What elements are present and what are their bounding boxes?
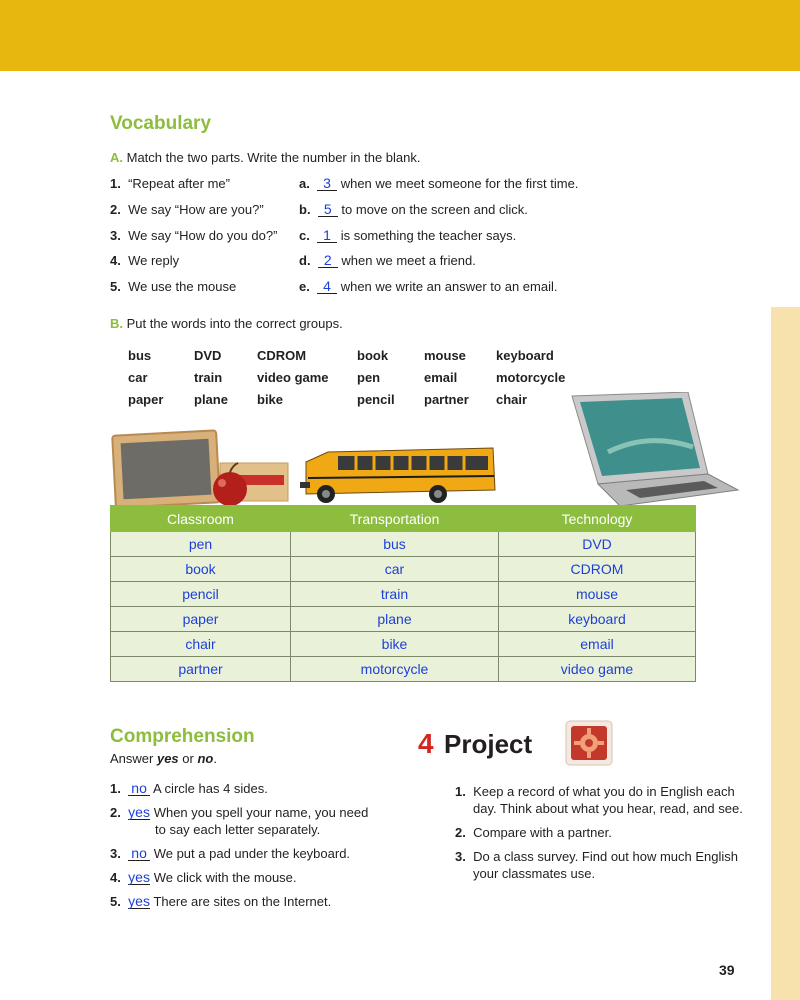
match-answer: b. 5 to move on the screen and click. bbox=[299, 201, 528, 217]
table-cell[interactable]: bike bbox=[291, 632, 499, 657]
table-cell[interactable]: motorcycle bbox=[291, 657, 499, 682]
table-cell[interactable]: bus bbox=[291, 532, 499, 557]
word: pen bbox=[357, 370, 381, 385]
table-row bbox=[111, 632, 696, 657]
table-cell[interactable]: video game bbox=[499, 657, 696, 682]
match-item: 5. We use the mouse bbox=[110, 279, 237, 294]
table-cell[interactable]: pencil bbox=[111, 582, 291, 607]
column-header: Transportation bbox=[291, 506, 499, 532]
table-row bbox=[111, 532, 696, 557]
table-cell[interactable]: car bbox=[291, 557, 499, 582]
word: car bbox=[128, 370, 148, 385]
part-b-instruction: B. Put the words into the correct groups. bbox=[110, 316, 343, 331]
part-b-letter: B. bbox=[110, 316, 123, 331]
column-header: Classroom bbox=[111, 506, 291, 532]
word: bike bbox=[257, 392, 284, 407]
table-cell[interactable]: email bbox=[499, 632, 696, 657]
list-item: 2. Compare with a partner. bbox=[455, 825, 612, 840]
word-groups-table bbox=[110, 505, 696, 682]
part-a-letter: A. bbox=[110, 150, 123, 165]
word: plane bbox=[194, 392, 228, 407]
part-a-instruction: A. Match the two parts. Write the number in the blank. bbox=[110, 150, 421, 165]
column-header: Technology bbox=[499, 506, 696, 532]
word: mouse bbox=[424, 348, 466, 363]
table-cell[interactable]: chair bbox=[111, 632, 291, 657]
word: motorcycle bbox=[496, 370, 566, 385]
match-item: 3. We say “How do you do?” bbox=[110, 228, 278, 243]
vocabulary-title: Vocabulary bbox=[110, 113, 212, 134]
table-row bbox=[111, 657, 696, 682]
word: CDROM bbox=[257, 348, 307, 363]
word: email bbox=[424, 370, 458, 385]
page-number: 39 bbox=[719, 962, 735, 978]
list-item: 5. yes There are sites on the Internet. bbox=[110, 893, 332, 909]
school-bus-illustration bbox=[298, 438, 498, 506]
list-item-continued: day. Think about what you hear, read, and see. bbox=[473, 801, 743, 816]
gear-icon bbox=[565, 720, 613, 766]
list-item: 3. Do a class survey. Find out how much English bbox=[455, 849, 739, 864]
word: bus bbox=[128, 348, 152, 363]
project-title: Project bbox=[444, 729, 533, 759]
table-row bbox=[111, 607, 696, 632]
answer-blank[interactable]: 3 bbox=[317, 177, 337, 191]
table-row bbox=[111, 582, 696, 607]
word: paper bbox=[128, 392, 164, 407]
match-item: 1. “Repeat after me” bbox=[110, 176, 230, 191]
word: partner bbox=[424, 392, 469, 407]
answer-blank[interactable]: no bbox=[128, 847, 150, 861]
word: train bbox=[194, 370, 223, 385]
table-cell[interactable]: keyboard bbox=[499, 607, 696, 632]
answer-blank[interactable]: 2 bbox=[318, 254, 338, 268]
match-answer: e. 4 when we write an answer to an email. bbox=[299, 278, 558, 294]
match-answer: a. 3 when we meet someone for the first time. bbox=[299, 175, 579, 191]
list-item: 1. Keep a record of what you do in English each bbox=[455, 784, 735, 799]
table-cell[interactable]: book bbox=[111, 557, 291, 582]
comprehension-title: Comprehension bbox=[110, 726, 255, 747]
match-answer: c. 1 is something the teacher says. bbox=[299, 227, 517, 243]
table-cell[interactable]: paper bbox=[111, 607, 291, 632]
match-item: 2. We say “How are you?” bbox=[110, 202, 264, 217]
project-heading bbox=[418, 728, 532, 760]
word: keyboard bbox=[496, 348, 554, 363]
answer-blank[interactable]: yes bbox=[128, 869, 150, 885]
table-cell[interactable]: plane bbox=[291, 607, 499, 632]
chalkboard-apple-illustration bbox=[110, 425, 290, 507]
match-item: 4. We reply bbox=[110, 253, 180, 268]
header-band bbox=[0, 0, 800, 71]
side-tab bbox=[771, 307, 800, 1000]
word: pencil bbox=[357, 392, 395, 407]
answer-blank[interactable]: yes bbox=[128, 804, 150, 820]
table-cell[interactable]: pen bbox=[111, 532, 291, 557]
word: video game bbox=[257, 370, 329, 385]
table-row bbox=[111, 557, 696, 582]
table-cell[interactable]: train bbox=[291, 582, 499, 607]
answer-blank[interactable]: yes bbox=[128, 893, 150, 909]
list-item: 4. yes We click with the mouse. bbox=[110, 869, 297, 885]
answer-blank[interactable]: no bbox=[128, 782, 150, 796]
answer-blank[interactable]: 5 bbox=[318, 203, 338, 217]
project-number: 4 bbox=[418, 728, 434, 759]
answer-blank[interactable]: 4 bbox=[317, 280, 337, 294]
list-item-continued: your classmates use. bbox=[473, 866, 596, 881]
match-answer: d. 2 when we meet a friend. bbox=[299, 252, 476, 268]
word: DVD bbox=[194, 348, 222, 363]
table-cell[interactable]: CDROM bbox=[499, 557, 696, 582]
list-item-continued: to say each letter separately. bbox=[155, 822, 321, 837]
table-cell[interactable]: partner bbox=[111, 657, 291, 682]
list-item: 2. yes When you spell your name, you need bbox=[110, 804, 369, 820]
answer-blank[interactable]: 1 bbox=[317, 229, 337, 243]
list-item: 1. no A circle has 4 sides. bbox=[110, 780, 268, 796]
laptop-illustration bbox=[568, 392, 740, 508]
table-cell[interactable]: mouse bbox=[499, 582, 696, 607]
list-item: 3. no We put a pad under the keyboard. bbox=[110, 845, 351, 861]
word: chair bbox=[496, 392, 528, 407]
table-header-row bbox=[111, 506, 696, 532]
word: book bbox=[357, 348, 389, 363]
comprehension-instruction: Answer yes or no. bbox=[110, 751, 217, 766]
table-cell[interactable]: DVD bbox=[499, 532, 696, 557]
